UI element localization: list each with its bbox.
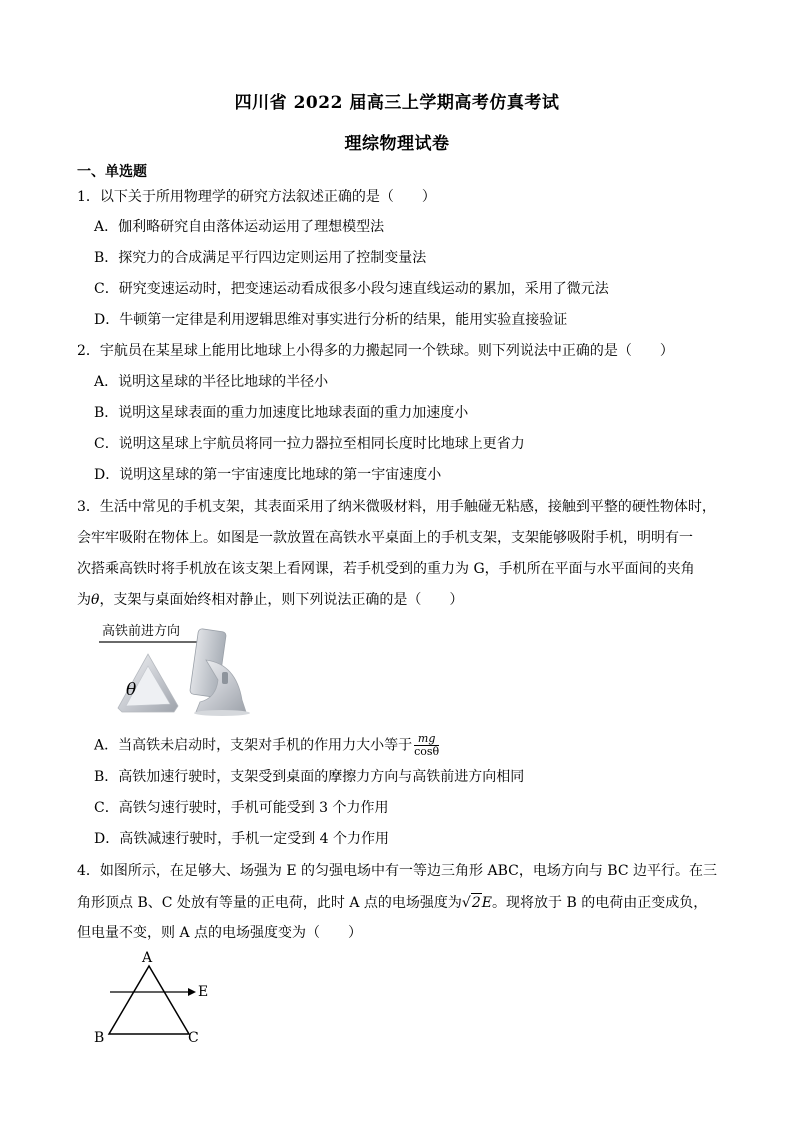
q1-option-d: D．牛顿第一定律是利用逻辑思维对事实进行分析的结果，能用实验直接验证 xyxy=(94,312,568,328)
q2-option-c: C．说明这星球上宇航员将同一拉力器拉至相同长度时比地球上更省力 xyxy=(94,436,525,452)
q4-line2-suffix: 。现将放于 B 的电荷由正变成负， xyxy=(492,895,708,911)
vertex-c-label: C xyxy=(188,1030,199,1046)
triangle-figure xyxy=(92,952,222,1050)
q3-stem-line2: 会牢牢吸附在物体上。如图是一款放置在高铁水平桌面上的手机支架，支架能够吸附手机，明明有一 xyxy=(77,530,693,546)
q3-option-c: C．高铁匀速行驶时，手机可能受到 3 个力作用 xyxy=(94,800,389,816)
q3-stem-line3: 次搭乘高铁时将手机放在该支架上看网课，若手机受到的重力为 G，手机所在平面与水平面间的夹角 xyxy=(77,561,695,577)
q1-option-c: C．研究变速运动时，把变速运动看成很多小段匀速直线运动的累加，采用了微元法 xyxy=(94,281,609,297)
sqrt-radicand: 2 xyxy=(471,895,481,911)
figure-theta-label: θ xyxy=(126,680,137,700)
q3-option-a xyxy=(94,733,439,758)
q3-stem-line1: 3．生活中常见的手机支架，其表面采用了纳米微吸材料，用手触碰无粘感，接触到平整的硬性物体时， xyxy=(77,499,716,515)
field-symbol: E xyxy=(481,895,492,911)
q3-line4-prefix: 为 xyxy=(77,592,91,608)
q2-option-a: A．说明这星球的半径比地球的半径小 xyxy=(94,374,329,390)
direction-label: 高铁前进方向 xyxy=(102,624,181,639)
q3-option-a-text: A．当高铁未启动时，支架对手机的作用力大小等于 xyxy=(94,737,413,754)
q4-stem-line2 xyxy=(77,893,707,912)
mg-over-cos-fraction xyxy=(414,733,439,758)
q2-option-b: B．说明这星球表面的重力加速度比地球表面的重力加速度小 xyxy=(94,405,469,421)
sqrt-expression: √2 xyxy=(461,895,481,911)
q2-option-d: D．说明这星球的第一宇宙速度比地球的第一宇宙速度小 xyxy=(94,467,442,483)
field-e-label: E xyxy=(198,984,209,1000)
q2-stem: 2．宇航员在某星球上能用比地球上小得多的力搬起同一个铁球。则下列说法中正确的是（ ） xyxy=(77,343,674,359)
exam-title: 四川省 2022 届高三上学期高考仿真考试 xyxy=(234,93,560,113)
phone-stand-figure xyxy=(96,620,266,720)
vertex-b-label: B xyxy=(94,1030,105,1046)
fraction-denominator: cosθ xyxy=(414,745,440,758)
q1-option-b: B．探究力的合成满足平行四边定则运用了控制变量法 xyxy=(94,250,427,266)
triangle-diagram xyxy=(92,952,222,1050)
q4-stem-line3: 但电量不变，则 A 点的电场强度变为（ ） xyxy=(77,925,363,941)
exam-subtitle: 理综物理试卷 xyxy=(344,134,450,154)
section-heading: 一、单选题 xyxy=(77,164,147,180)
q3-stem-line4 xyxy=(77,591,463,609)
q3-option-d: D．高铁减速行驶时，手机一定受到 4 个力作用 xyxy=(94,831,390,847)
q4-stem-line1: 4．如图所示，在足够大、场强为 E 的匀强电场中有一等边三角形 ABC，电场方向与 BC 边平行。在三 xyxy=(77,863,718,879)
q1-option-a: A．伽利略研究自由落体运动运用了理想模型法 xyxy=(94,219,385,235)
q1-stem: 1．以下关于所用物理学的研究方法叙述正确的是（ ） xyxy=(77,189,436,205)
fraction-numerator: mg xyxy=(414,733,439,746)
q3-option-b: B．高铁加速行驶时，支架受到桌面的摩擦力方向与高铁前进方向相同 xyxy=(94,769,525,785)
q3-theta: θ xyxy=(91,592,100,608)
q3-line4-rest: ，支架与桌面始终相对静止，则下列说法正确的是（ ） xyxy=(99,592,464,608)
vertex-a-label: A xyxy=(142,950,153,966)
q4-line2-prefix: 角形顶点 B、C 处放有等量的正电荷，此时 A 点的电场强度为 xyxy=(77,895,462,911)
